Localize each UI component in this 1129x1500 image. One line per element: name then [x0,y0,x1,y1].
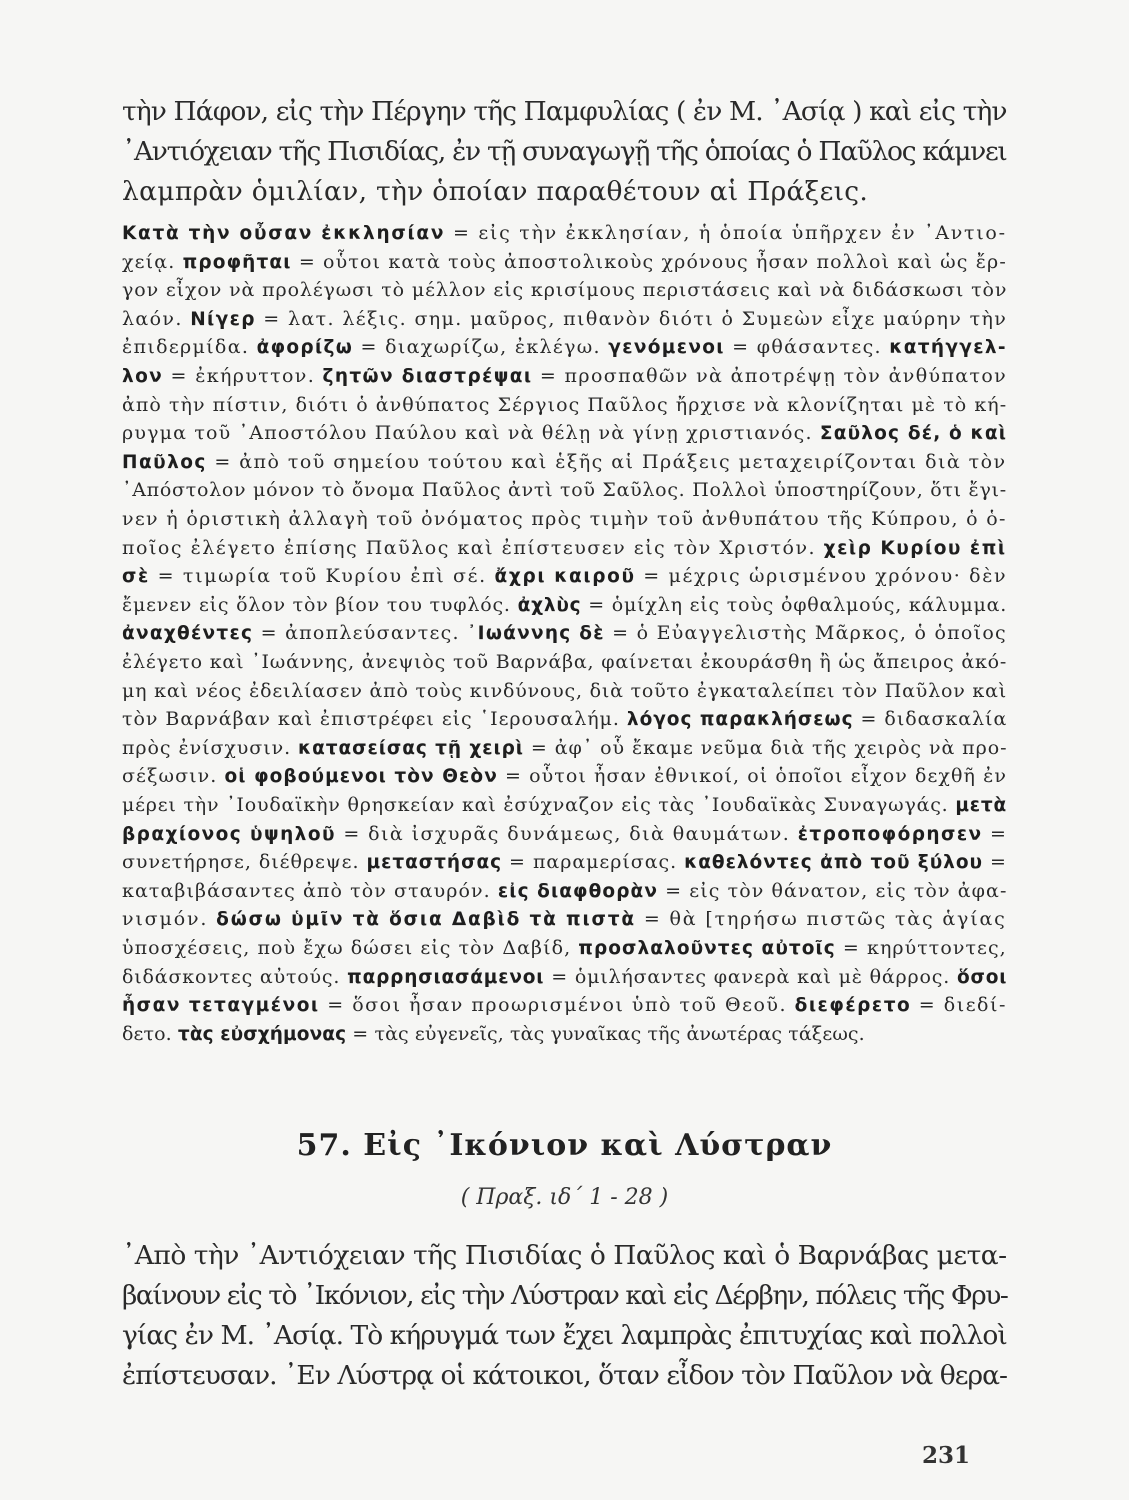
glossary-term: εἰς διαφθορὰν [497,880,659,902]
glossary-definition: ὑποσχέσεις, ποὺ ἔχω δώσει εἰς τὸν Δαβίδ, [122,937,579,959]
text-line [122,994,1007,1016]
text-line [122,594,1007,616]
glossary-term: Κατὰ τὴν οὖσαν ἐκκλησίαν [122,223,446,244]
text-line [122,680,1007,702]
glossary-definition: = ὁ Εὐαγγελιστὴς Μᾶρκος, ὁ ὁποῖος [604,622,1007,645]
text-line [122,394,1007,416]
section-heading: 57. Εἰς ᾿Ικόνιον καὶ Λύστραν [296,1128,833,1163]
glossary-term: ἐτροποφόρησεν [797,823,983,845]
text-line [122,537,1007,559]
text-line [122,251,1007,273]
text-line [122,737,1007,759]
glossary-definition: συνετήρησε, διέθρεψε. [122,851,367,874]
glossary-definition: = οὗτοι κατὰ τοὺς ἀποστολικοὺς χρόνους ἦσαν πολλοὶ καὶ ὡς ἔρ- [291,250,1007,273]
text-line: ᾿Απὸ τὴν ᾿Αντιόχειαν τῆς Πισιδίας ὁ Παῦλος καὶ ὁ Βαρνάβας μετα- [122,1240,1007,1271]
glossary-term: ἀφορίζω [256,337,354,359]
text-line [122,336,1007,358]
text-line [122,479,1007,501]
glossary-term: ἀναχθέντες [122,623,254,645]
glossary-definition: = διεδί- [911,994,1007,1017]
glossary-term: ἀχλὺς [517,594,582,616]
glossary-definition: γον εἶχον νὰ προλέγωσι τὸ μέλλον εἰς κρισίμους περιστάσεις καὶ νὰ διδάσκωσι τὸν [122,279,1008,302]
glossary-definition: διδάσκοντες αὐτούς. [122,965,348,988]
glossary-term: μετὰ [955,795,1007,816]
glossary-definition: = ὁμίχλη εἰς τοὺς ὀφθαλμούς, κάλυμμα. [581,593,1008,616]
text-line [122,622,1007,644]
text-line [122,279,1007,301]
glossary-term: ᾿Ιωάννης δὲ [467,623,605,645]
text-line [122,823,1007,845]
glossary-term: ἄχρι καιροῦ [494,566,636,588]
glossary-definition: = εἰς τὸν θάνατον, εἰς τὸν ἀφα- [658,879,1008,902]
glossary-term: οἱ φοβούμενοι τὸν Θεὸν [224,766,498,788]
glossary-term: καθελόντες ἀπὸ τοῦ ξύλου [684,852,983,874]
glossary-definition: νισμόν. [122,908,217,931]
glossary-definition: = λατ. λέξις. σημ. μαῦρος, πιθανὸν διότι ὁ Συμεὼν εἶχε μαύρην τὴν [255,307,1008,330]
glossary-definition: ἀπὸ τὴν πίστιν, διότι ὁ ἀνθύπατος Σέργιος Παῦλος ἤρχισε νὰ κλονίζηται μὲ τὸ κή- [122,393,1008,416]
glossary-definition: πρὸς ἐνίσχυσιν. [122,736,299,759]
text-line: γίας ἐν Μ. ᾿Ασίᾳ. Τὸ κήρυγμά των ἔχει λαμπρὰς ἐπιτυχίας καὶ πολλοὶ [122,1320,1007,1351]
glossary-term: προφῆται [182,251,292,273]
glossary-definition: = [982,851,1007,874]
glossary-term: παρρησιασάμενοι [347,966,545,988]
glossary-term: Σαῦλος δέ, ὁ καὶ [819,423,1008,445]
text-line [122,565,1007,587]
glossary-term: Νίγερ [190,308,256,330]
text-line: ἐπίστευσαν. ᾿Εν Λύστρᾳ οἱ κάτοικοι, ὅταν εἶδον τὸν Παῦλον νὰ θερα- [122,1360,1008,1391]
glossary-term: προσλαλοῦντες αὐτοῖς [578,938,836,959]
glossary-definition: ρυγμα τοῦ ᾿Αποστόλου Παύλου καὶ νὰ θέλῃ νὰ γίνῃ χριστιανός. [122,422,820,445]
glossary-definition: ᾿Απόστολον μόνον τὸ ὄνομα Παῦλος ἀντὶ τοῦ Σαῦλος. Πολλοὶ ὑποστηρίζουν, ὅτι ἔγι- [122,479,1007,502]
glossary-definition: = ὅσοι ἦσαν προωρισμένοι ὑπὸ τοῦ Θεοῦ. [319,994,795,1017]
glossary-definition: χείᾳ. [122,250,183,273]
glossary-definition: ἔμενεν εἰς ὅλον τὸν βίον του τυφλός. [122,593,518,616]
glossary-definition: μη καὶ νέος ἐδειλίασεν ἀπὸ τοὺς κινδύνους, διὰ τοῦτο ἐγκαταλείπει τὸν Παῦλον καὶ [122,679,1007,702]
text-line [122,908,1007,930]
glossary-definition: = ἐκήρυττον. [163,365,323,387]
glossary-definition: = τὰς εὐγενεῖς, τὰς γυναῖκας τῆς ἀνωτέρας τάξεως. [346,1022,865,1045]
glossary-term: Παῦλος [122,451,207,473]
glossary-definition: ἐλέγετο καὶ ᾿Ιωάννης, ἀνεψιὸς τοῦ Βαρνάβα, φαίνεται ἐκουράσθη ἢ ὡς ἄπειρος ἀκό- [122,651,1008,673]
glossary-definition: νεν ἡ ὁριστικὴ ἀλλαγὴ τοῦ ὀνόματος πρὸς τιμὴν τοῦ ἀνθυπάτου τῆς Κύπρου, ὁ ὁ- [122,508,1007,530]
glossary-definition: σέξωσιν. [122,765,225,788]
glossary-term: κατασείσας τῇ χειρὶ [298,737,524,759]
glossary-definition: καταβιβάσαντες ἀπὸ τὸν σταυρόν. [122,879,498,902]
glossary-definition: = ὁμιλήσαντες φανερὰ καὶ μὲ θάρρος. [544,965,957,988]
text-line: βαίνουν εἰς τὸ ᾿Ικόνιον, εἰς τὴν Λύστραν καὶ εἰς Δέρβην, πόλεις τῆς Φρυ- [122,1280,1008,1311]
text-line [122,794,1007,816]
glossary-definition: = οὗτοι ἦσαν ἐθνικοί, οἱ ὁποῖοι εἶχον δεχθῆ ἐν [497,765,1007,788]
text-line [122,365,1007,387]
glossary-definition: μέρει τὴν ᾿Ιουδαϊκὴν θρησκείαν καὶ ἐσύχναζον εἰς τὰς ᾿Ιουδαϊκὰς Συναγωγάς. [122,794,956,816]
glossary-definition: = διὰ ἰσχυρᾶς δυνάμεως, διὰ θαυμάτων. [335,822,798,845]
glossary-definition: = θὰ [τηρήσω πιστῶς τὰς ἁγίας [635,908,1007,931]
page-number: 231 [922,1442,971,1469]
glossary-term: δώσω ὑμῖν τὰ ὅσια Δαβὶδ τὰ πιστὰ [216,909,636,931]
glossary-definition: = ἀφ᾿ οὗ ἔκαμε νεῦμα διὰ τῆς χειρὸς νὰ προ- [523,736,1008,759]
glossary-term: λόγος παρακλήσεως [626,709,854,731]
glossary-definition: = προσπαθῶν νὰ ἀποτρέψῃ τὸν ἀνθύπατον [532,365,1008,387]
glossary-term: ἦσαν τεταγμένοι [122,995,320,1017]
text-line [122,422,1007,444]
glossary-definition: = φθάσαντες. [724,336,890,359]
text-line [122,651,1007,673]
glossary-definition: = παραμερίσας. [502,851,685,874]
text-line [122,451,1007,473]
glossary-term: κατήγγελ- [889,337,1007,359]
text-line [122,308,1007,330]
glossary-definition: λαόν. [122,307,191,330]
glossary-term: ὅσοι [956,966,1008,988]
text-line [122,708,1007,730]
glossary-definition: = [982,822,1008,845]
glossary-definition: = διδασκαλία [853,708,1008,731]
glossary-term: γενόμενοι [608,337,725,359]
text-line [122,966,1007,988]
glossary-term: τὰς εὐσχήμονας [177,1023,347,1045]
glossary-definition: ἐπιδερμίδα. [122,336,257,359]
text-line [122,880,1007,902]
text-line [122,1023,865,1045]
glossary-definition: δετο. [122,1022,178,1045]
text-line [122,508,1007,530]
text-line: λαμπρὰν ὁμιλίαν, τὴν ὁποίαν παραθέτουν αἱ Πράξεις. [122,176,869,207]
glossary-definition: ποῖος ἐλέγετο ἐπίσης Παῦλος καὶ ἐπίστευσεν εἰς τὸν Χριστόν. [122,536,824,559]
glossary-term: λον [122,366,164,387]
glossary-term: ζητῶν διαστρέψαι [322,366,533,387]
text-line [122,222,1007,244]
text-line [122,765,1007,787]
text-line: τὴν Πάφον, εἰς τὴν Πέργην τῆς Παμφυλίας ( ἐν Μ. ᾿Ασίᾳ ) καὶ εἰς τὴν [122,96,1007,127]
glossary-definition: = εἰς τὴν ἐκκλησίαν, ἡ ὁποία ὑπῆρχεν ἐν ᾿Αντιο- [445,222,1007,244]
glossary-term: σὲ [122,566,150,588]
glossary-term: διεφέρετο [794,995,912,1017]
glossary-definition: = κηρύττοντες, [835,937,1007,959]
glossary-term: μεταστήσας [366,852,503,874]
glossary-definition: = ἀποπλεύσαντες. [253,622,468,645]
glossary-definition: = διαχωρίζω, ἐκλέγω. [353,336,609,359]
glossary-term: βραχίονος ὑψηλοῦ [122,823,336,845]
text-line: ᾿Αντιόχειαν τῆς Πισιδίας, ἐν τῇ συναγωγῇ τῆς ὁποίας ὁ Παῦλος κάμνει [122,136,1007,167]
glossary-term: χεὶρ Κυρίου ἐπὶ [823,537,1007,559]
text-line [122,937,1007,959]
glossary-definition: τὸν Βαρνάβαν καὶ ἐπιστρέφει εἰς ῾Ιερουσαλήμ. [122,708,627,731]
glossary-definition: = τιμωρία τοῦ Κυρίου ἐπὶ σέ. [150,565,495,588]
section-reference: ( Πραξ. ιδ΄ 1 - 28 ) [460,1185,669,1210]
glossary-definition: = μέχρις ὡρισμένου χρόνου· δὲν [635,565,1008,588]
text-line [122,851,1007,873]
glossary-definition: = ἀπὸ τοῦ σημείου τούτου καὶ ἑξῆς αἱ Πράξεις μεταχειρίζονται διὰ τὸν [206,450,1007,473]
